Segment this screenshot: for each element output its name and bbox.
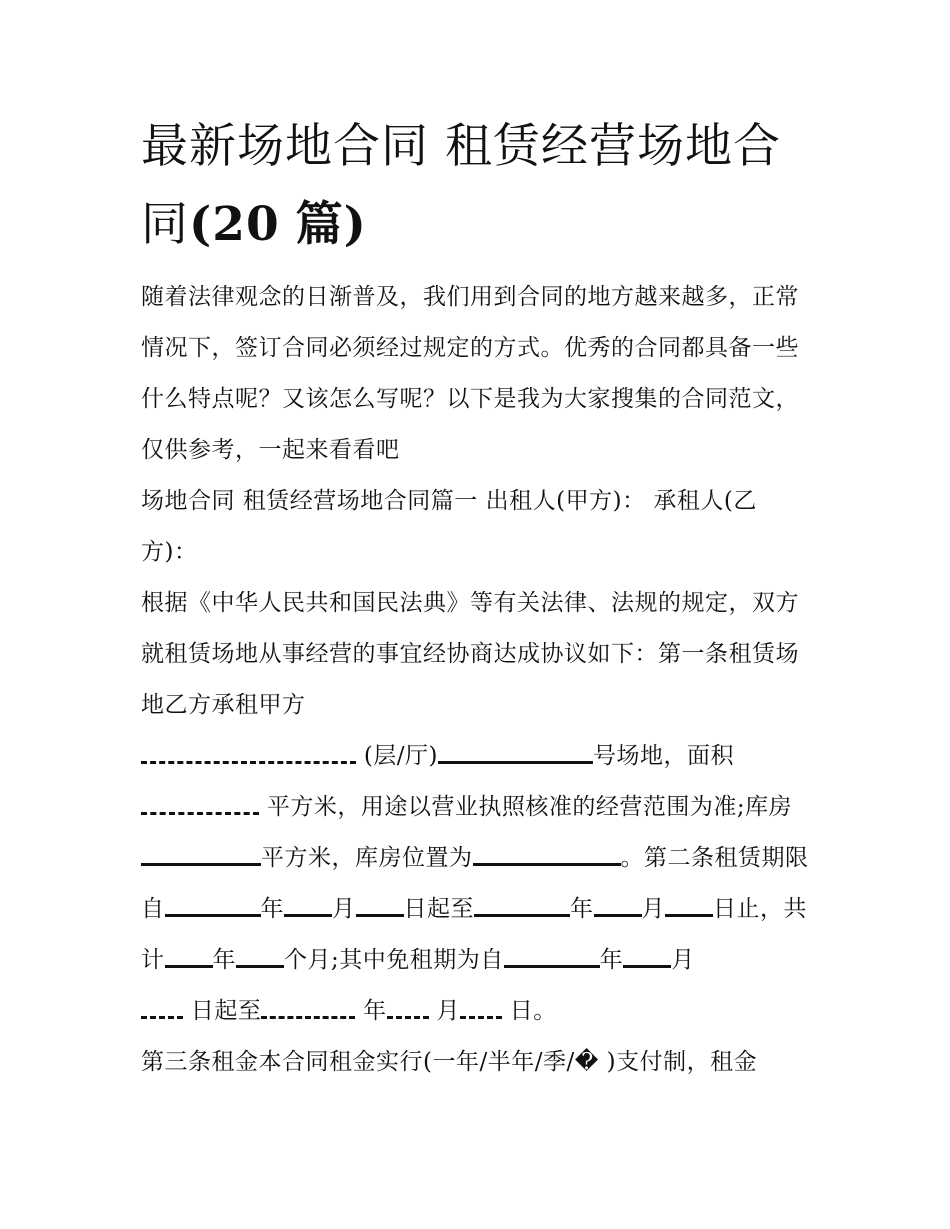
blank-start-month [284,891,332,917]
section-heading: 场地合同 租赁经营场地合同篇一 出租人(甲方)： 承租人(乙方)： [141,488,757,565]
year-label: 年 [599,947,624,973]
blank-free-end-day [460,993,502,1019]
basis-paragraph: 根据《中华人民共和国民法典》等有关法律、法规的规定，双方就租赁场地从事经营的事宜经协商达成协议如下：第一条租赁场地乙方承租甲方 [141,590,799,718]
blank-warehouse-area [141,840,261,866]
months-label: 个月;其中免租期为自 [284,947,504,973]
blank-area [141,789,259,815]
blank-free-year [504,942,600,968]
article-1-paragraph [141,731,811,1037]
day-label: 日。 [509,998,557,1024]
blank-total-months [236,942,284,968]
title-count: (20 [189,197,280,252]
month-label: 月 [436,998,460,1024]
year-label: 年 [260,896,284,922]
blank-end-month [594,891,642,917]
blank-warehouse-location [473,840,621,866]
month-label: 月 [671,947,695,973]
article-2-start: 。第二条租赁期限自 [141,845,809,922]
year-label: 年 [212,947,236,973]
year-label: 年 [570,896,594,922]
day-from-label: 日起至 [403,896,474,922]
day-from-label: 日起至 [190,998,262,1024]
blank-end-year [474,891,570,917]
document-title [141,108,811,264]
intro-paragraph: 随着法律观念的日渐普及，我们用到合同的地方越来越多，正常情况下，签订合同必须经过规定的方式。优秀的合同都具备一些什么特点呢？又该怎么写呢？以下是我为大家搜集的合同范文，仅供参考，一起来看看吧 [141,284,799,463]
venue-label: 号场地，面积 [593,743,735,769]
blank-start-day [356,891,404,917]
warehouse-area-label: 平方米，库房位置为 [261,845,473,871]
blank-free-day [141,993,183,1019]
area-label: 平方米，用途以营业执照核准的经营范围为准;库房 [266,794,793,820]
document-page [141,108,811,1088]
blank-venue-number [438,738,593,764]
blank-free-end-year [261,993,355,1019]
blank-floor [141,738,356,764]
article-3-paragraph: 第三条租金本合同租金实行(一年/半年/季/� )支付制，租金 [141,1049,758,1075]
blank-free-end-month [387,993,429,1019]
blank-total-years [165,942,213,968]
title-line-1: 最新场地合同 租赁经营场地合 [141,119,781,174]
blank-free-month [623,942,671,968]
floor-label: (层/厅) [363,743,439,769]
day-end-label: 日止，共计 [141,896,807,973]
title-suffix: 篇) [295,197,367,252]
month-label: 月 [332,896,356,922]
blank-end-day [665,891,713,917]
year-label: 年 [363,998,387,1024]
blank-start-year [165,891,261,917]
month-label: 月 [641,896,665,922]
title-line-2-char: 同 [141,197,189,252]
